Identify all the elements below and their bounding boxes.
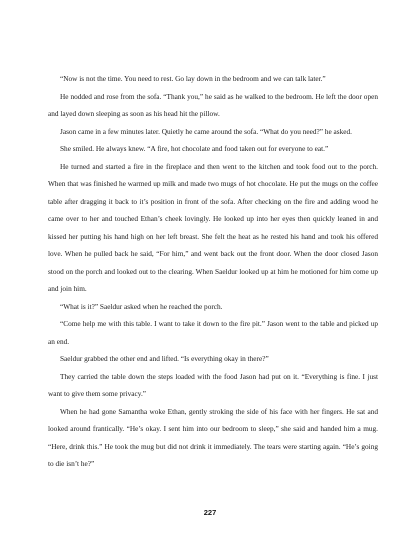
paragraph-10: When he had gone Samantha woke Ethan, gently stroking the side of his face with her fingers. He sat and looked around frantically. “He’s okay. I sent him into our bedroom to sleep,” she said and handed him a mug. “Here, drink this.” He took the mug but did not drink it immediately. The tears were starting again. “He’s going to die isn’t he?” (48, 406, 378, 468)
paragraph-2: He nodded and rose from the sofa. “Thank you,” he said as he walked to the bedroom. He left the door open and layed down sleeping as soon as his head hit the pillow. (48, 91, 378, 118)
page-number: 227 (203, 508, 217, 517)
paragraph-4: She smiled. He always knew. “A fire, hot chocolate and food taken out for everyone to eat.” (60, 144, 329, 153)
paragraph-5: He turned and started a fire in the fireplace and then went to the kitchen and took food out to the porch. When that was finished he warmed up milk and made two mugs of hot chocolate. He put the mugs on the coffee table after dragging it back to it’s position in front of the sofa. After checking on the fire and adding wood he came over to her and touched Ethan’s cheek lovingly. He looked up into her eyes then quickly leaned in and kissed her putting his hand high on her left breast. She felt the heat as he rested his hand and took his offered love. When he pulled back he said, “For him,” and went back out the front door. When the door closed Jason stood on the porch and looked out to the clearing. When Saeldur looked up at him he motioned for him come up and join him. (48, 161, 378, 293)
paragraph-8: Saeldur grabbed the other end and lifted. “Is everything okay in there?” (60, 354, 269, 363)
paragraph-9: They carried the table down the steps loaded with the food Jason had put on it. “Everything is fine. I just want to give them some privacy.” (48, 371, 378, 398)
paragraph-6: “What is it?” Saeldur asked when he reached the porch. (60, 301, 223, 311)
paragraph-7: “Come help me with this table. I want to take it down to the fire pit.” Jason went to the table and picked up an end. (48, 319, 378, 346)
body-text (48, 70, 378, 473)
paragraph-1: “Now is not the time. You need to rest. Go lay down in the bedroom and we can talk later.” (60, 74, 326, 83)
paragraph-3: Jason came in a few minutes later. Quietly he came around the sofa. “What do you need?” he asked. (60, 126, 352, 136)
